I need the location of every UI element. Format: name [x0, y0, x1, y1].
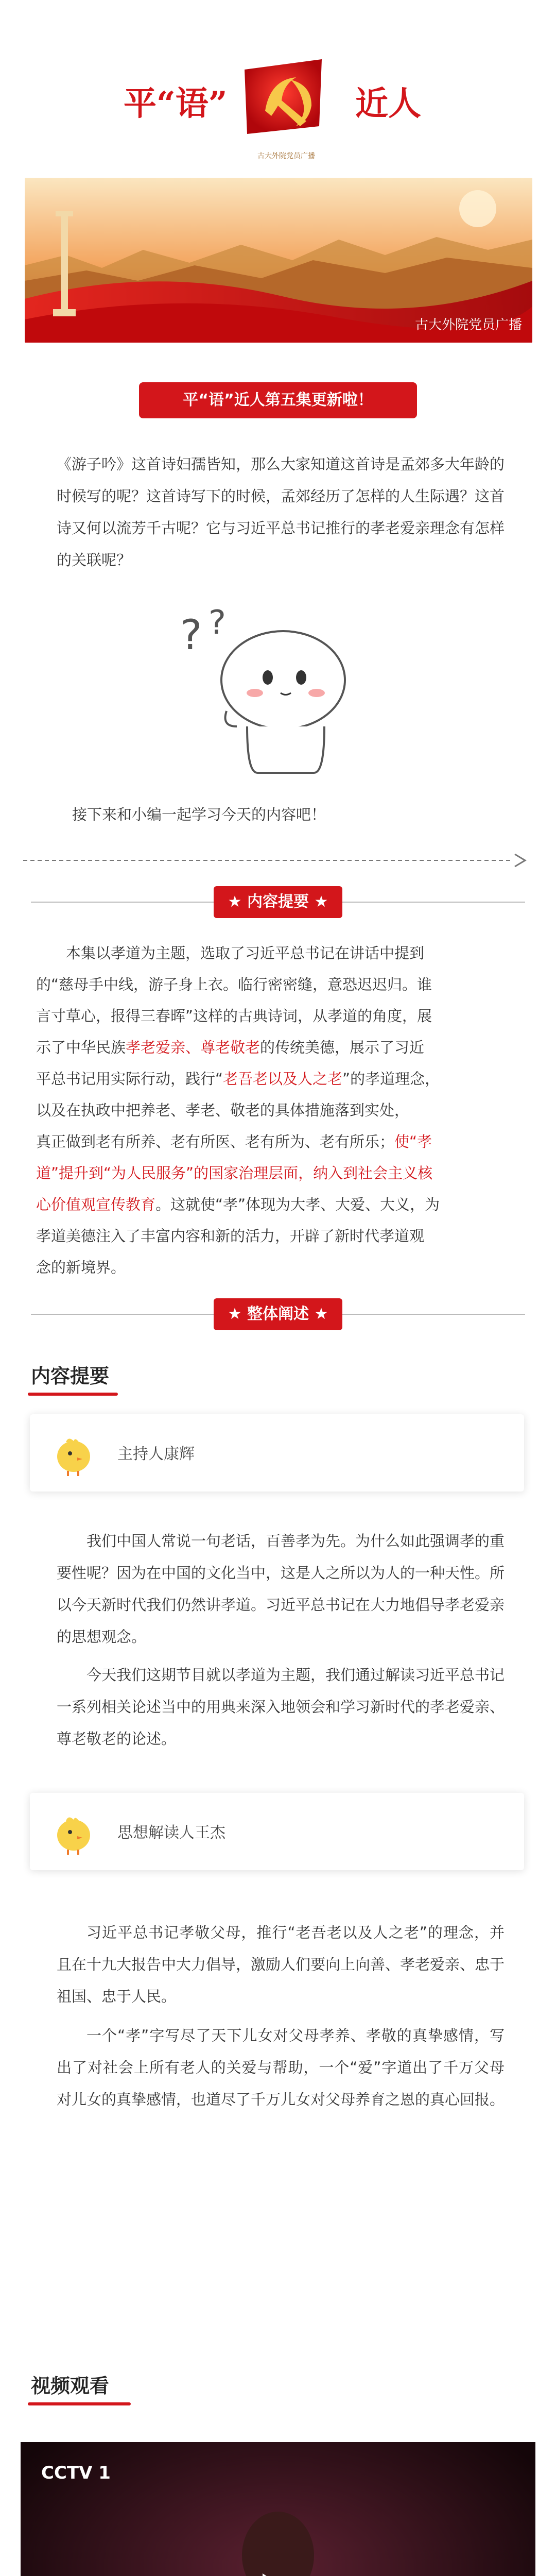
summary-line: [36, 1063, 520, 1095]
summary-text: 示了中华民族: [36, 1039, 126, 1056]
header-title-right: 近人: [355, 84, 421, 123]
banner-logo: 古大外院党员广播: [414, 317, 522, 333]
episode-title-badge: 平“语”近人第五集更新啦！: [139, 382, 417, 418]
reader-paragraph-2: 一个“孝”字写尽了天下儿女对父母孝养、孝敬的真挚感情，写出了对社会上所有老人的关爱与帮助，一个“爱”字道出了千万父母对儿女的真挚感情，也道尽了千万儿女对父母养育之恩的真心回报。: [57, 2027, 505, 2108]
sub-heading-summary: [31, 1360, 109, 1388]
summary-highlight: 心价值观宣传教育: [36, 1196, 156, 1213]
chick-icon: [50, 1809, 97, 1856]
summary-highlight-line: 道”提升到“为人民服务”的国家治理层面，纳入到社会主义核: [36, 1164, 433, 1182]
host-paragraph-1: 我们中国人常说一句老话，百善孝为先。为什么如此强调孝的重要性呢？因为在中国的文化当中，这是人之所以为人的一种天性。所以今天新时代我们仍然讲孝道。习近平总书记在大力地倡导孝老爱亲的思想观念。: [57, 1532, 505, 1646]
summary-text: 平总书记用实际行动，践行“: [36, 1070, 223, 1088]
sub-heading-video: [31, 2370, 109, 2398]
header-title-left: 平“语”: [124, 84, 228, 123]
summary-section-header: [0, 886, 556, 918]
summary-line: 本集以孝道为主题，选取了习近平总书记在讲话中提到: [66, 944, 425, 962]
summary-text: 真正做到老有所养、老有所医、老有所为、老有所乐；: [36, 1133, 395, 1150]
overall-section-header: [0, 1298, 556, 1330]
overall-pill: ★ 整体阐述 ★: [214, 1298, 342, 1330]
summary-line: 念的新境界。: [36, 1259, 126, 1276]
video-frame: [21, 2442, 535, 2576]
party-emblem-icon: [234, 49, 332, 147]
cartoon-doodle-illustration: [170, 603, 386, 788]
cctv-logo: CCTV 1: [41, 2463, 111, 2483]
summary-body: [36, 938, 520, 1283]
reader-paragraph-1: 习近平总书记孝敬父母，推行“老吾老以及人之老”的理念，并且在十九大报告中大力倡导，激励人们要向上向善、孝老爱亲、忠于祖国、忠于人民。: [57, 1924, 505, 2005]
video-player[interactable]: [21, 2442, 535, 2576]
summary-pill: ★ 内容提要 ★: [214, 886, 342, 918]
summary-line: [36, 1126, 520, 1158]
host-paragraph-2: 今天我们这期节目就以孝道为主题，我们通过解读习近平总书记一系列相关论述当中的用典来深入地领会和学习新时代的孝老爱亲、尊老敬老的论述。: [57, 1666, 505, 1748]
reader-name: 思想解读人王杰: [117, 1824, 225, 1842]
emblem-caption: 古大外院党员广播: [257, 152, 315, 160]
sub-heading-underline: [28, 1393, 118, 1396]
reader-card: [30, 1793, 524, 1870]
host-name: 主持人康辉: [117, 1445, 195, 1463]
sub-heading-underline: [28, 2402, 131, 2405]
intro-followup: 接下来和小编一起学习今天的内容吧！: [72, 806, 326, 823]
summary-line: [36, 1189, 520, 1221]
summary-highlight: 孝老爱亲、尊老敬老: [126, 1039, 260, 1056]
summary-line: 孝道美德注入了丰富内容和新的活力，开辟了新时代孝道观: [36, 1227, 425, 1245]
summary-line: [36, 1032, 520, 1063]
summary-text: ”的孝道理念，: [342, 1070, 440, 1088]
summary-highlight: 老吾老以及人之老: [223, 1070, 343, 1088]
sub-heading-text: 视频观看: [31, 2375, 110, 2397]
play-icon[interactable]: [263, 2573, 289, 2576]
summary-text: 的传统美德，展示了习近: [260, 1039, 425, 1056]
intro-paragraph: 《游子吟》这首诗妇孺皆知，那么大家知道这首诗是孟郊多大年龄的时候写的呢？这首诗写下的时候，孟郊经历了怎样的人生际遇？这首诗又何以流芳千古呢？它与习近平总书记推行的孝老爱亲理念有怎样的关联呢？: [57, 455, 505, 569]
summary-line: 以及在执政中把养老、孝老、敬老的具体措施落到实处，: [36, 1101, 410, 1119]
svg-text:?: ?: [180, 611, 202, 659]
chick-icon: [50, 1431, 97, 1477]
sub-heading-text: 内容提要: [31, 1365, 110, 1387]
summary-line: 的“慈母手中线，游子身上衣。临行密密缝，意恐迟迟归。谁: [36, 976, 432, 993]
svg-text:?: ?: [208, 604, 226, 642]
summary-highlight: 使“孝: [394, 1133, 432, 1150]
host-card: [30, 1414, 524, 1492]
summary-text: 。这就使“孝”体现为大孝、大爱、大义，为: [155, 1196, 440, 1213]
header: [0, 0, 556, 170]
summary-line: 言寸草心，报得三春晖”这样的古典诗词，从孝道的角度，展: [36, 1007, 432, 1025]
great-wall-banner: [25, 178, 532, 343]
dashed-divider: [23, 850, 533, 871]
